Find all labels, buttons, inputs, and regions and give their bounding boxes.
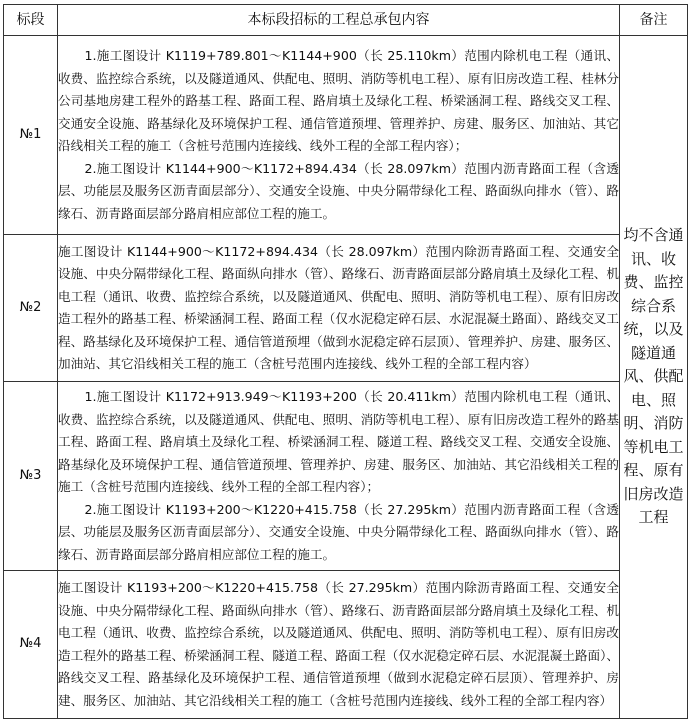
content-paragraph: 1.施工图设计 K1119+789.801～K1144+900（长 25.110km）范围内除机电工程（通讯、收费、监控综合系统，以及隧道通风、供配电、照明、消防等机电工程）、原有旧房改造工程、桂林分公司基地房建工程外的路基工程、路面工程、路肩填土及绿化工程、桥梁涵洞工程、路线交叉工程、交通安全设施、路基绿化及环境保护工程、通信管道预埋、管理养护、房建、服务区、加油站、其它沿线相关工程的施工（含桩号范围内连接线、线外工程的全部工程内容）； (58, 48, 619, 153)
content-paragraph: 1.施工图设计 K1172+913.949～K1193+200（长 20.411km）范围内除机电工程（通讯、收费、监控综合系统，以及隧道通风、供配电、照明、消防等机电工程）、原有旧房改造工程外的路基工程、路面工程、路肩填土及绿化工程、桥梁涵洞工程、隧道工程、路线交叉工程、交通安全设施、路基绿化及环境保护工程、通信管道预埋、管理养护、房建、服务区、加油站、其它沿线相关工程的施工（含桩号范围内连接线、线外工程的全部工程内容）； (58, 389, 619, 494)
content-paragraph: 施工图设计 K1193+200～K1220+415.758（长 27.295km）范围内除沥青路面工程、交通安全设施、中央分隔带绿化工程、路面纵向排水（管）、路缘石、沥青路面层部分路肩填土及绿化工程、机电工程（通讯、收费、监控综合系统，以及隧道通风、供配电、照明、消防等机电工程）、原有旧房改造工程外的路基工程、桥梁涵洞工程、隧道工程、路面工程（仅水泥稳定碎石层、水泥混凝土路面）、路线交叉工程、路基绿化及环境保护工程、通信管道预埋（做到水泥稳定碎石层顶）、管理养护、房建、服务区、加油站、其它沿线相关工程的施工（含桩号范围内连接线、线外工程的全部工程内容） (58, 580, 619, 708)
section-label: №1 (4, 36, 58, 235)
table-header-row (4, 5, 688, 36)
section-content (58, 382, 620, 571)
content-paragraph: 2.施工图设计 K1144+900～K1172+894.434（长 28.097km）范围内沥青路面工程（含透层、功能层及服务区沥青面层部分）、交通安全设施、中央分隔带绿化工程、路面纵向排水（管）、路缘石、沥青路面层部分路肩相应部位工程的施工。 (58, 160, 619, 221)
table-row (4, 382, 688, 571)
section-content (58, 571, 620, 719)
section-label: №4 (4, 571, 58, 719)
header-content: 本标段招标的工程总承包内容 (58, 5, 620, 36)
bid-section-table (3, 4, 688, 719)
remark-note: 均不含通讯、收费、监控综合系统，以及隧道通风、供配电、照明、消防等机电工程、原有旧房改造工程 (620, 36, 688, 719)
content-paragraph: 施工图设计 K1144+900～K1172+894.434（长 28.097km）范围内除沥青路面工程、交通安全设施、中央分隔带绿化工程、路面纵向排水（管）、路缘石、沥青路面层部分路肩填土及绿化工程、机电工程（通讯、收费、监控综合系统，以及隧道通风、供配电、照明、消防等机电工程）、原有旧房改造工程外的路基工程、桥梁涵洞工程、路面工程（仅水泥稳定碎石层、水泥混凝土路面）、路线交叉工程、路基绿化及环境保护工程、通信管道预埋（做到水泥稳定碎石层顶）、管理养护、房建、服务区、加油站、其它沿线相关工程的施工（含桩号范围内连接线、线外工程的全部工程内容） (58, 243, 619, 371)
header-note: 备注 (620, 5, 688, 36)
content-paragraph: 2.施工图设计 K1193+200～K1220+415.758（长 27.295km）范围内沥青路面工程（含透层、功能层及服务区沥青面层部分）、交通安全设施、中央分隔带绿化工程、路面纵向排水（管）、路缘石、沥青路面层部分路肩相应部位工程的施工。 (58, 501, 619, 562)
table-row (4, 235, 688, 382)
section-content (58, 235, 620, 382)
table-row (4, 571, 688, 719)
section-label: №2 (4, 235, 58, 382)
header-section: 标段 (4, 5, 58, 36)
section-content (58, 36, 620, 235)
table-row (4, 36, 688, 235)
section-label: №3 (4, 382, 58, 571)
